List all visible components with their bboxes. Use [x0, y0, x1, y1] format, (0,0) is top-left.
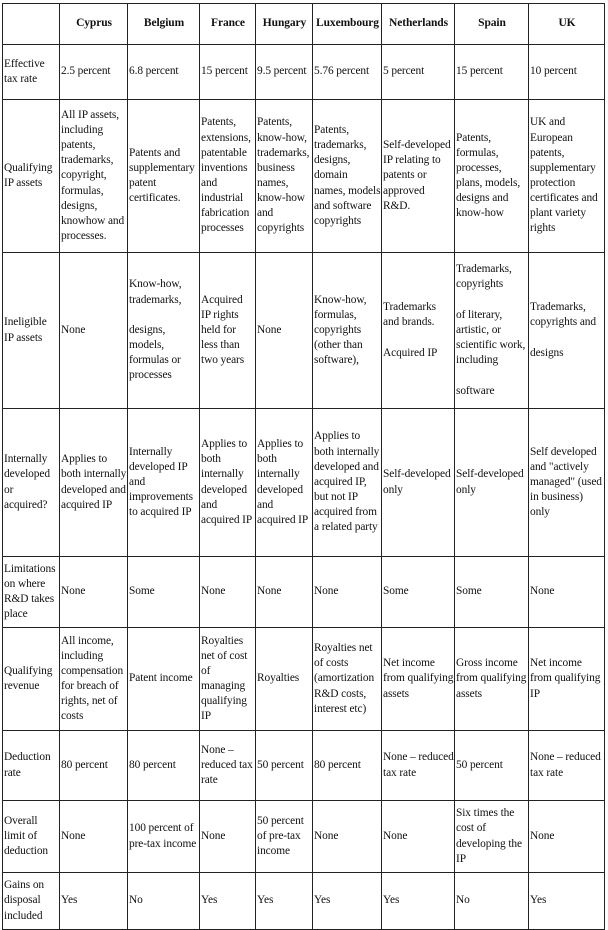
header-netherlands: Netherlands — [382, 4, 455, 45]
table-cell: None — [200, 557, 256, 628]
table-row — [3, 873, 605, 930]
table-cell: Acquired IP rights held for less than two years — [200, 253, 256, 409]
table-cell: 15 percent — [200, 45, 256, 100]
table-cell: Some — [128, 557, 200, 628]
table-cell: UK and European patents, supplementary protection certificates and plant variety rights — [529, 100, 605, 253]
table-cell: All income, including compensation for breach of rights, net of costs — [60, 628, 128, 731]
table-cell: Yes — [200, 873, 256, 930]
table-cell: Patents, extensions, patentable inventions and industrial fabrication processes — [200, 100, 256, 253]
table-cell: Yes — [529, 873, 605, 930]
table-cell: None — [200, 801, 256, 873]
table-cell: 50 percent — [455, 731, 529, 801]
table-cell: Gross income from qualifying assets — [455, 628, 529, 731]
table-cell: 5.76 percent — [313, 45, 382, 100]
table-row — [3, 253, 605, 409]
table-cell: Yes — [382, 873, 455, 930]
header-spain: Spain — [455, 4, 529, 45]
table-cell: Self-developed only — [455, 409, 529, 557]
table-cell: 2.5 percent — [60, 45, 128, 100]
table-cell: 9.5 percent — [256, 45, 313, 100]
table-cell: 10 percent — [529, 45, 605, 100]
table-cell: Internally developed IP and improvements to acquired IP — [128, 409, 200, 557]
table-cell: None — [382, 801, 455, 873]
table-cell: Trademarks, copyrights of literary, artistic, or scientific work, including software — [455, 253, 529, 409]
table-cell: Net income from qualifying IP — [529, 628, 605, 731]
table-cell: None — [313, 557, 382, 628]
header-belgium: Belgium — [128, 4, 200, 45]
table-cell: 6.8 percent — [128, 45, 200, 100]
row-label: Deduction rate — [3, 731, 60, 801]
table-cell: Yes — [256, 873, 313, 930]
table-cell: 50 percent of pre-tax income — [256, 801, 313, 873]
table-cell: Patents, know-how, trademarks, business names, know-how and copyrights — [256, 100, 313, 253]
table-cell: Know-how, trademarks, designs, models, formulas or processes — [128, 253, 200, 409]
table-cell: None — [256, 253, 313, 409]
table-cell: None — [256, 557, 313, 628]
table-cell: 100 percent of pre-tax income — [128, 801, 200, 873]
row-label: Qualifying IP assets — [3, 100, 60, 253]
row-label: Gains on disposal included — [3, 873, 60, 930]
table-cell: Applies to both internally developed and acquired IP, but not IP acquired from a related party — [313, 409, 382, 557]
table-row — [3, 557, 605, 628]
table-cell: Six times the cost of developing the IP — [455, 801, 529, 873]
row-label: Internally developed or acquired? — [3, 409, 60, 557]
table-cell: Patents, formulas, processes, plans, models, designs and know-how — [455, 100, 529, 253]
table-cell: Trademarks and brands. Acquired IP — [382, 253, 455, 409]
table-cell: All IP assets, including patents, trademarks, copyright, formulas, designs, knowhow and processes. — [60, 100, 128, 253]
header-france: France — [200, 4, 256, 45]
table-cell: 50 percent — [256, 731, 313, 801]
table-cell: 80 percent — [60, 731, 128, 801]
table-cell: Royalties net of costs (amortization R&D costs, interest etc) — [313, 628, 382, 731]
table-cell: Patents and supplementary patent certificates. — [128, 100, 200, 253]
header-uk: UK — [529, 4, 605, 45]
table-cell: Yes — [313, 873, 382, 930]
header-hungary: Hungary — [256, 4, 313, 45]
ip-box-comparison-table — [2, 3, 605, 930]
table-cell: Self developed and "actively managed" (used in business) only — [529, 409, 605, 557]
table-cell: Net income from qualifying assets — [382, 628, 455, 731]
table-cell: 15 percent — [455, 45, 529, 100]
table-cell: 5 percent — [382, 45, 455, 100]
row-label: Overall limit of deduction — [3, 801, 60, 873]
table-cell: No — [455, 873, 529, 930]
table-cell: None — [529, 801, 605, 873]
row-label: Qualifying revenue — [3, 628, 60, 731]
table-cell: None – reduced tax rate — [382, 731, 455, 801]
table-cell: No — [128, 873, 200, 930]
table-cell: None — [529, 557, 605, 628]
table-cell: Applies to both internally developed and acquired IP — [256, 409, 313, 557]
table-cell: None – reduced tax rate — [529, 731, 605, 801]
table-cell: Trademarks, copyrights and designs — [529, 253, 605, 409]
table-row — [3, 100, 605, 253]
table-cell: Royalties net of cost of managing qualifying IP — [200, 628, 256, 731]
table-cell: 80 percent — [313, 731, 382, 801]
table-row — [3, 731, 605, 801]
table-cell: Applies to both internally developed and acquired IP — [200, 409, 256, 557]
header-corner — [3, 4, 60, 45]
table-row — [3, 45, 605, 100]
table-cell: Patents, trademarks, designs, domain names, models and software copyrights — [313, 100, 382, 253]
table-cell: None — [60, 801, 128, 873]
header-luxembourg: Luxembourg — [313, 4, 382, 45]
row-label: Effective tax rate — [3, 45, 60, 100]
table-cell: Self-developed IP relating to patents or approved R&D. — [382, 100, 455, 253]
table-cell: Royalties — [256, 628, 313, 731]
table-cell: 80 percent — [128, 731, 200, 801]
table-cell: None – reduced tax rate — [200, 731, 256, 801]
table-cell: Some — [382, 557, 455, 628]
table-row — [3, 628, 605, 731]
header-cyprus: Cyprus — [60, 4, 128, 45]
table-cell: Self-developed only — [382, 409, 455, 557]
table-row — [3, 801, 605, 873]
table-cell: None — [313, 801, 382, 873]
table-cell: Some — [455, 557, 529, 628]
table-cell: Yes — [60, 873, 128, 930]
table-cell: Applies to both internally developed and acquired IP — [60, 409, 128, 557]
row-label: Ineligible IP assets — [3, 253, 60, 409]
header-row — [3, 4, 605, 45]
table-cell: Patent income — [128, 628, 200, 731]
row-label: Limitations on where R&D takes place — [3, 557, 60, 628]
table-cell: None — [60, 253, 128, 409]
table-row — [3, 409, 605, 557]
table-cell: None — [60, 557, 128, 628]
table-cell: Know-how, formulas, copyrights (other than software), — [313, 253, 382, 409]
